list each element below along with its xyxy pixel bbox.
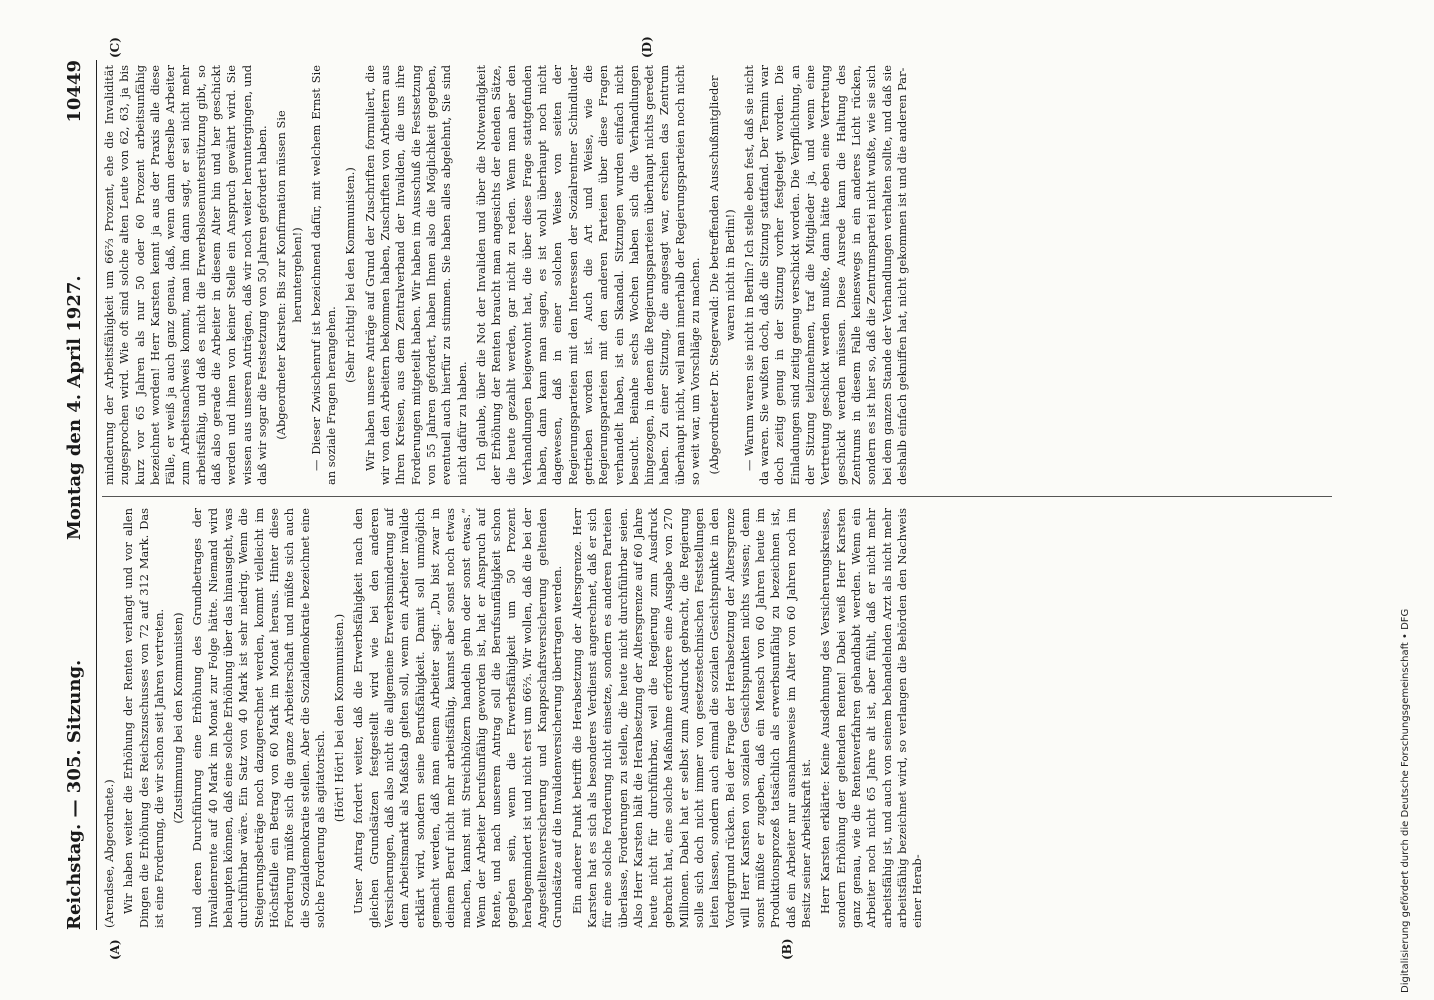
digitization-credit-text: Digitalisierung gefördert durch die Deutsche Forschungsgemeinschaft • DFG bbox=[1400, 608, 1411, 993]
paragraph: — Dieser Zwischenruf ist bezeichnend dafür, mit welchem Ernst Sie an soziale Fragen herangehen. bbox=[308, 65, 339, 485]
interjection: (Hört! Hört! bei den Kommunisten.) bbox=[332, 613, 347, 823]
paragraph: und deren Durchführung eine Erhöhung des Grundbetrages der Invalidenrente auf 40 Mark im Monat zur Folge hätte. Niemand wird behaupten können, daß eine solche Erhöhung über das hinausgeht, was durchführbar wäre. Ein Satz von 40 Mark ist sehr niedrig. Wenn die Steigerungsbeträge noch dazugerechnet werden, kommt vielleicht im Höchstfalle ein Betrag von 60 Mark im Monat heraus. Hinter diese Forderung müßte sich die ganze Arbeiterschaft und müßte sich auch die Sozialdemokratie stellen. Aber die Sozialdemokratie bezeichnet eine solche Forderung als agitatorisch. bbox=[190, 508, 327, 928]
interjection: (Abgeordneter Karsten: Bis zur Konfirmation müssen Sie heruntergehen!) bbox=[274, 110, 304, 440]
margin-mark-a: (A) bbox=[108, 939, 122, 960]
paragraph: Ich glaube, über die Not der Invaliden und über die Notwendigkeit der Erhöhung der Renten braucht man angesichts der elenden Sätze, die heute gezahlt werden, gar nicht zu reden. Wenn man aber den Verhandlungen beigewohnt hat, die über diese Frage stattgefunden haben, dann kann man sagen, es ist wohl überhaupt noch nicht dagewesen, daß in einer solchen Weise von seiten der Regierungsparteien mit den Interessen der Sozialrentner Schindluder getrieben worden ist. Auch die Art und Weise, wie die Regierungsparteien mit den anderen Parteien über diese Fragen verhandelt haben, ist ein Skandal. Sitzungen wurden einfach nicht besucht. Beinahe sechs Wochen haben sich die Verhandlungen hingezogen, in denen die Regierungsparteien überhaupt nichts geredet haben. Zu einer Sitzung, die angesagt war, erschien das Zentrum überhaupt nicht, weil man innerhalb der Regierungsparteien noch nicht so weit war, um Vorschläge zu machen. bbox=[473, 65, 702, 485]
paragraph: (Arendsee, Abgeordnete.) bbox=[102, 779, 116, 928]
paragraph: Unser Antrag fordert weiter, daß die Erwerbsfähigkeit nach den gleichen Grundsätzen festgestellt wird wie bei den anderen Versicherungen, daß also nicht die allgemeine Erwerbsminderung auf dem Arbeitsmarkt als Maßstab gelten soll, wenn ein Arbeiter invalide erklärt wird, sondern seine Berufsfähigkeit. Damit soll unmöglich gemacht werden, daß man einem Arbeiter sagt: „Du bist zwar in deinem Beruf nicht mehr arbeitsfähig, kannst aber sonst noch etwas machen, kannst mit Streichhölzern handeln gehn oder sonst etwas.“ Wenn der Arbeiter berufsunfähig geworden ist, hat er Anspruch auf Rente, und nach unserem Antrag soll die Berufsunfähigkeit schon gegeben sein, wenn die Erwerbsfähigkeit um 50 Prozent herabgemindert ist und nicht erst um 66⅔. Wir wollen, daß die bei der Angestelltenversicherung und Knappschaftsversicherung geltenden Grundsätze auf die Invalidenversicherung übertragen werden. bbox=[351, 508, 565, 928]
header-session-title: Reichstag. — 305. Sitzung. bbox=[64, 659, 85, 930]
rotated-page bbox=[50, 0, 1390, 1000]
interjection: (Abgeordneter Dr. Stegerwald: Die betreffenden Ausschußmitglieder waren nicht in Berlin!) bbox=[707, 75, 737, 475]
margin-mark-c: (C) bbox=[108, 37, 122, 58]
page-header bbox=[56, 60, 97, 930]
paragraph: minderung der Arbeitsfähigkeit um 66⅔ Prozent, ehe die Invalidität zugesprochen wird. Wie oft sind solche alten Leute von 62, 63, ja bis kurz vor 65 Jahren als nur 50 oder 60 Prozent arbeitsunfähig bezeichnet worden! Herr Karsten kennt ja aus der Praxis alle diese Fälle, er weiß ja auch ganz genau, daß, wenn dann derselbe Arbeiter zum Arbeitsnachweis kommt, man ihm dann sagt, er sei nicht mehr arbeitsfähig, und daß es nicht die Erwerbslosenunterstützung gibt, so daß also gerade die Arbeiter in diesem Alter hin und her geschickt werden und ihnen von keiner Stelle ein Anspruch gewährt wird. Sie wissen aus unseren Anträgen, daß wir noch weiter heruntergingen, und daß wir sogar die Festsetzung von 50 Jahren gefordert haben. bbox=[102, 65, 269, 485]
header-page-number: 10449 bbox=[64, 60, 85, 123]
right-text-column bbox=[102, 65, 1342, 485]
column-divider bbox=[102, 496, 1332, 497]
left-text-column bbox=[102, 508, 1342, 928]
paragraph: Ein anderer Punkt betrifft die Herabsetzung der Altersgrenze. Herr Karsten hat es sich als besonderes Verdienst angerechnet, daß er sich für eine solche Forderung nicht einsetze, sondern es anderen Parteien überlasse, Forderungen zu stellen, die heute nicht durchführbar seien. Also Herr Karsten hält die Herabsetzung der Altersgrenze auf 60 Jahre heute nicht für durchführbar, weil die Regierung zum Ausdruck gebracht hat, eine solche Maßnahme erfordere eine Ausgabe von 270 Millionen. Dabei hat er selbst zum Ausdruck gebracht, die Regierung solle sich doch nicht immer von gesetzestechnischen Feststellungen leiten lassen, sondern auch einmal die sozialen Gesichtspunkte in den Vordergrund rücken. Bei der Frage der Herabsetzung der Altersgrenze will Herr Karsten von sozialen Gesichtspunkten nichts wissen; denn sonst müßte er zugeben, daß ein Mensch von 60 Jahren heute im Produktionsprozeß tatsächlich als erwerbsunfähig zu bezeichnen ist, daß ein Arbeiter nur ausnahmsweise im Alter von 60 Jahren noch im Besitz seiner Arbeitskraft ist. bbox=[569, 508, 814, 928]
paragraph: Herr Karsten erklärte: Keine Ausdehnung des Versicherungskreises, sondern Erhöhung der geltenden Renten! Dabei weiß Herr Karsten ganz genau, wie die Rentenverfahren gehandhabt werden. Wenn ein Arbeiter noch nicht 65 Jahre alt ist, aber fühlt, daß er nicht mehr arbeitsfähig ist, und auch von seinem behandelnden Arzt als nicht mehr arbeitsfähig bezeichnet wird, so verlangen die Behörden den Nachweis einer Herab- bbox=[818, 508, 925, 928]
interjection: (Sehr richtig! bei den Kommunisten.) bbox=[343, 167, 358, 383]
interjection: (Zustimmung bei den Kommunisten) bbox=[171, 612, 186, 824]
header-date: Montag den 4. April 1927. bbox=[64, 275, 85, 540]
paragraph: — Warum waren sie nicht in Berlin? Ich stelle eben fest, daß sie nicht da waren. Sie wußten doch, daß die Sitzung stattfand. Der Termin war doch zeitig genug in der Sitzung vorher festgelegt worden. Die Einladungen sind zeitig genug verschickt worden. Die Verpflichtung, an der Sitzung teilzunehmen, traf die Mitglieder ja, und wenn eine Vertretung geschickt werden mußte, dann hätte eben eine Vertretung geschickt werden müssen. Diese Ausrede kann die Haltung des Zentrums in diesem Falle keineswegs in ein anderes Licht rücken, sondern es ist hier so, daß die Zentrumspartei nicht wußte, wie sie sich bei dem ganzen Stande der Verhandlungen verhalten sollte, und daß sie deshalb einfach gekniffen hat, nicht gekommen ist und die anderen Par- bbox=[741, 65, 909, 485]
paragraph: Wir haben weiter die Erhöhung der Renten verlangt und vor allen Dingen die Erhöhung des Reichszuschusses von 72 auf 312 Mark. Das ist eine Forderung, die wir schon seit Jahren vertreten. bbox=[121, 508, 166, 928]
margin-mark-b: (B) bbox=[780, 938, 794, 960]
paragraph: Wir haben unsere Anträge auf Grund der Zuschriften formuliert, die wir von den Arbeitern bekommen haben, Zuschriften von Arbeitern aus Ihren Kreisen, aus dem Zentralverband der Invaliden, die uns ihre Forderungen mitgeteilt haben. Wir haben im Ausschuß die Festsetzung von 55 Jahren gefordert, haben Ihnen also die Möglichkeit gegeben, eventuell auch hierfür zu stimmen. Sie haben alles abgelehnt, Sie sind nicht dafür zu haben. bbox=[362, 65, 469, 485]
margin-mark-d: (D) bbox=[640, 36, 654, 58]
digitization-credit bbox=[1400, 8, 1430, 993]
